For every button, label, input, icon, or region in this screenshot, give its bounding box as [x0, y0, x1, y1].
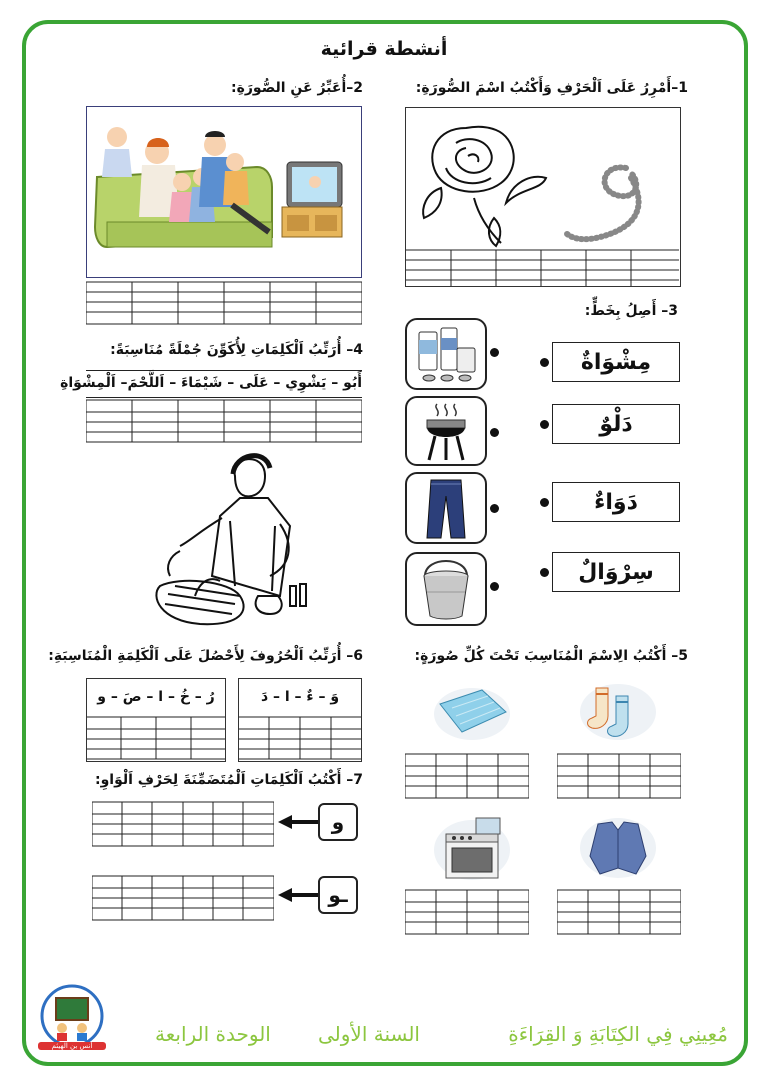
q5-lines-coat[interactable] [557, 888, 681, 938]
q7-lines-1[interactable] [92, 800, 274, 848]
q7-instruction: 7– أَكْتُبُ اَلْكَلِمَاتِ اَلْمُتَضَمِّنَةَ لِحَرْفِ اَلْوَاوِ: [94, 772, 363, 788]
q6-left-box [86, 678, 226, 762]
family-picture [86, 106, 362, 278]
q5-lines-pillow[interactable] [405, 752, 529, 802]
q3-instruction: 3– أَصِلُ بِخَطٍّ: [584, 303, 678, 319]
trousers-picture [405, 472, 487, 544]
match-dot-pic-1[interactable] [490, 348, 499, 357]
footer-unit: الوحدة الرابعة [155, 1022, 271, 1046]
q1-instruction: 1–أَمْرِرُ عَلَى اَلْحَرْفِ وَأَكْتُبُ اسْمَ الصُّورَةِ: [415, 80, 688, 96]
q4-word-bank: أَبُو – يَشْوِي – عَلَى – شَيْمَاءَ – اَللَّحْمَ– اَلْمِشْوَاةِ [60, 375, 362, 391]
match-dot-pic-2[interactable] [490, 428, 499, 437]
q6-right-letters: وَ – ءٌ – ا – دَ [260, 689, 340, 705]
q2-instruction: 2–أُعَبِّرُ عَنِ الصُّورَةِ: [231, 80, 363, 96]
match-word-1[interactable]: مِشْوَاةٌ [552, 342, 680, 382]
match-dot-word-3[interactable] [540, 498, 549, 507]
match-dot-pic-4[interactable] [490, 582, 499, 591]
match-word-3[interactable]: دَوَاءٌ [552, 482, 680, 522]
medicine-picture [405, 318, 487, 390]
q1-writing-lines[interactable] [406, 246, 679, 286]
pillow-picture [432, 684, 512, 742]
q2-writing-lines[interactable] [86, 278, 362, 326]
match-dot-word-2[interactable] [540, 420, 549, 429]
q7-arrow-1 [276, 814, 318, 830]
man-grilling-illustration [140, 446, 330, 636]
stove-picture [432, 816, 512, 882]
match-word-4[interactable]: سِرْوَالٌ [552, 552, 680, 592]
footer-year: السنة الأولى [318, 1022, 420, 1046]
footer-book-title: مُعِينِي فِي الكِتَابَةِ وَ القِرَاءَةِ [508, 1022, 728, 1046]
rose-and-letter-illustration [406, 108, 679, 248]
q6-instruction: 6– أُرَتِّبُ اَلْحُرُوفَ لِأَحْصُلَ عَلَى اَلْكَلِمَةِ الْمُنَاسِبَةِ: [48, 648, 363, 664]
bucket-picture [405, 552, 487, 626]
q1-box [405, 107, 681, 287]
match-dot-pic-3[interactable] [490, 504, 499, 513]
q7-arrow-2 [276, 887, 318, 903]
q6-right-box [238, 678, 362, 762]
page-title: أنشطة قرائية [320, 38, 448, 60]
q6-right-lines[interactable] [239, 715, 361, 761]
q7-lines-2[interactable] [92, 874, 274, 922]
q7-letter-waw-final: ـو [318, 876, 358, 914]
q6-left-lines[interactable] [87, 715, 225, 761]
q4-writing-lines[interactable] [86, 398, 362, 446]
logo-text: أنس بن الهيثم [38, 1042, 106, 1050]
match-word-2[interactable]: دَلْوٌ [552, 404, 680, 444]
q4-instruction: 4– أُرَتِّبُ اَلْكَلِمَاتِ لِأُكَوِّنَ جُمْلَةً مُنَاسِبَةً: [110, 342, 363, 358]
coat-picture [578, 816, 658, 880]
match-dot-word-4[interactable] [540, 568, 549, 577]
match-dot-word-1[interactable] [540, 358, 549, 367]
q7-letter-waw-isolated: و [318, 803, 358, 841]
school-logo [36, 984, 108, 1054]
q5-lines-socks[interactable] [557, 752, 681, 802]
socks-picture [578, 680, 658, 742]
q5-instruction: 5– أَكْتُبُ الِاسْمَ الْمُنَاسِبَ تَحْتَ كُلِّ صُورَةٍ: [414, 648, 688, 664]
q6-left-letters: رُ – خُ – ا – صَ – و [97, 689, 215, 705]
grill-picture [405, 396, 487, 466]
q5-lines-stove[interactable] [405, 888, 529, 938]
